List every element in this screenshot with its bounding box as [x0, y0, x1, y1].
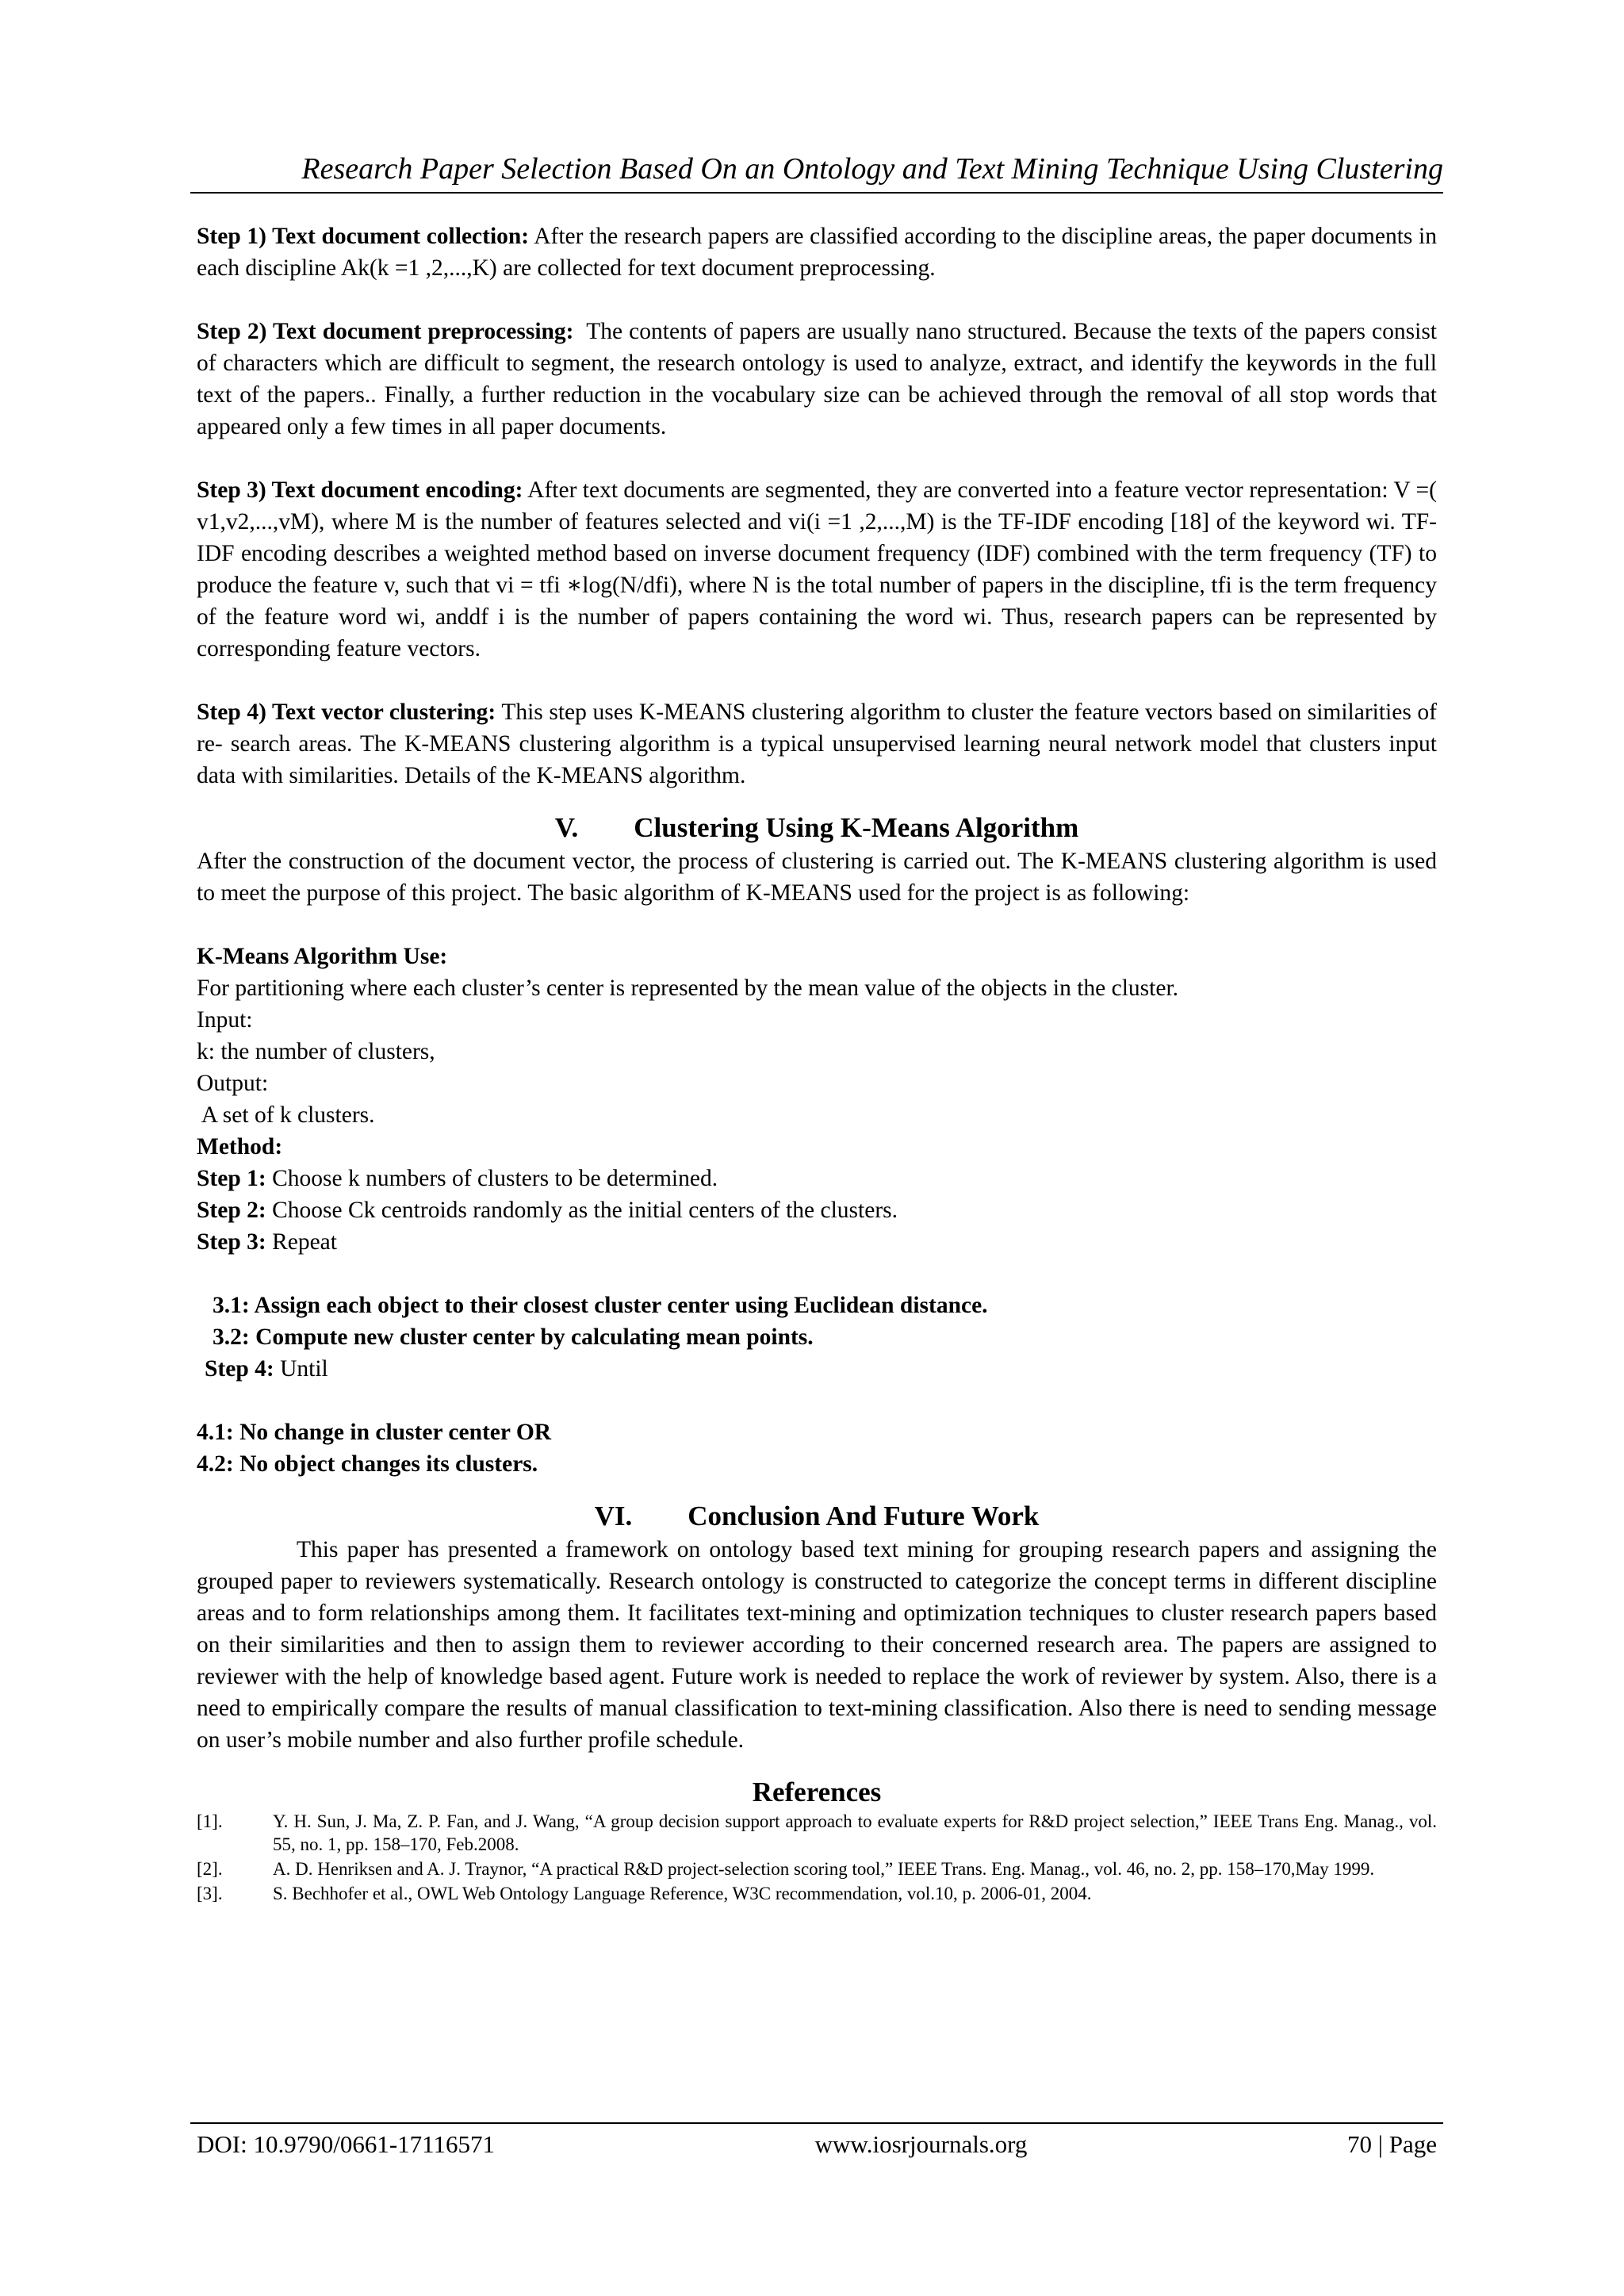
step4-label: Step 4) Text vector clustering:	[197, 700, 496, 725]
page-footer	[197, 2129, 1437, 2160]
footer-doi: DOI: 10.9790/0661-17116571	[197, 2130, 495, 2158]
reference-item	[197, 1857, 1437, 1880]
section-5-title: Clustering Using K-Means Algorithm	[634, 812, 1079, 843]
substep-3-1: 3.1: Assign each object to their closest cluster center using Euclidean distance.	[213, 1293, 988, 1318]
footer-page-number: 70 | Page	[1347, 2130, 1437, 2158]
references-title: References	[752, 1777, 882, 1807]
step3-text: After text documents are segmented, they are converted into a feature vector representation: V =( v1,v2,...,vM), where M is the number of features selected and vi(i =1 ,2,...,M) is the TF-IDF encoding [18] of the keyword wi. TF-IDF encoding describes a weighted method based on inverse document frequency (IDF) combined with the term frequency (TF) to produce the feature v, such that vi = tfi ∗log(N/dfi), where N is the total number of papers in the discipline, tfi is the term frequency of the feature word wi, anddf i is the number of papers containing the word wi. Thus, research papers can be represented by corresponding feature vectors.	[197, 477, 1437, 661]
reference-number: [3].	[197, 1884, 223, 1903]
reference-item	[197, 1810, 1437, 1856]
running-header: Research Paper Selection Based On an Ontology and Text Mining Technique Using Clustering	[301, 152, 1443, 186]
substep-4-1: 4.1: No change in cluster center OR	[197, 1420, 552, 1445]
reference-item	[197, 1882, 1437, 1905]
section-6-text: This paper has presented a framework on ontology based text mining for grouping research papers and assigning the grouped paper to reviewers systematically. Research ontology is constructed to categorize the concept terms in different discipline areas and to form relationships among them. It facilitates text-mining and optimization techniques to cluster research papers based on their similarities and then to assign them to reviewer according to their concerned research area. The papers are assigned to reviewer with the help of knowledge based agent. Future work is needed to replace the work of reviewer by system. Also, there is a need to empirically compare the results of manual classification to text-mining classification. Also there is need to sending message on user’s mobile number and also further profile schedule.	[197, 1537, 1437, 1753]
step4-text: This step uses K-MEANS clustering algorithm to cluster the feature vectors based on similarities of re- search areas. The K-MEANS clustering algorithm is a typical unsupervised learning neural network model that clusters input data with similarities. Details of the K-MEANS algorithm.	[197, 700, 1437, 788]
page-content	[197, 220, 1443, 1907]
substep-4-2: 4.2: No object changes its clusters.	[197, 1451, 538, 1477]
step1-label: Step 1) Text document collection:	[197, 224, 530, 249]
footer-website: www.iosrjournals.org	[814, 2130, 1028, 2158]
input-label: Input:	[197, 1007, 253, 1033]
step3-paragraph	[197, 474, 1437, 665]
reference-text: S. Bechhofer et al., OWL Web Ontology Language Reference, W3C recommendation, vol.10, p. 2006-01, 2004.	[273, 1884, 1092, 1903]
step1-paragraph	[197, 220, 1437, 284]
reference-number: [2].	[197, 1859, 223, 1879]
reference-number: [1].	[197, 1811, 223, 1831]
output-value: A set of k clusters.	[197, 1102, 375, 1128]
step3-label: Step 3) Text document encoding:	[197, 477, 523, 503]
header-rule	[190, 192, 1443, 194]
section-5-intro: After the construction of the document vector, the process of clustering is carried out. The K-MEANS clustering algorithm is used to meet the purpose of this project. The basic algorithm of K-MEANS used for the project is as following:	[197, 849, 1437, 906]
references-list	[197, 1810, 1437, 1905]
substep-3-2: 3.2: Compute new cluster center by calculating mean points.	[213, 1324, 814, 1350]
section-5-heading	[197, 811, 1437, 845]
method-step-3: Step 3: Repeat	[197, 1229, 337, 1255]
step2-label: Step 2) Text document preprocessing:	[197, 319, 574, 344]
section-6-title: Conclusion And Future Work	[688, 1501, 1040, 1531]
reference-text: Y. H. Sun, J. Ma, Z. P. Fan, and J. Wang, “A group decision support approach to evaluate experts for R&D project selection,” IEEE Trans Eng. Manag., vol. 55, no. 1, pp. 158–170, Feb.2008.	[273, 1811, 1437, 1854]
section-6-heading	[197, 1499, 1437, 1534]
section-6-number: VI.	[594, 1501, 633, 1531]
step1-text: After the research papers are classified according to the discipline areas, the paper documents in each discipline Ak(k =1 ,2,...,K) are collected for text document preprocessing.	[197, 224, 1438, 281]
step4-paragraph	[197, 696, 1437, 792]
step2-text: The contents of papers are usually nano structured. Because the texts of the papers consist of characters which are difficult to segment, the research ontology is used to analyze, extract, and identify the keywords in the full text of the papers.. Finally, a further reduction in the vocabulary size can be achieved through the removal of all stop words that appeared only a few times in all paper documents.	[197, 319, 1443, 439]
footer-rule	[190, 2122, 1443, 2124]
method-step-2: Step 2: Choose Ck centroids randomly as the initial centers of the clusters.	[197, 1198, 898, 1223]
method-step-1: Step 1: Choose k numbers of clusters to be determined.	[197, 1166, 718, 1191]
section-5-number: V.	[554, 812, 579, 843]
algorithm-heading: K-Means Algorithm Use:	[197, 944, 448, 969]
input-value: k: the number of clusters,	[197, 1039, 435, 1064]
output-label: Output:	[197, 1071, 269, 1096]
method-label: Method:	[197, 1134, 283, 1159]
algorithm-description: For partitioning where each cluster’s center is represented by the mean value of the objects in the cluster.	[197, 976, 1179, 1001]
step2-paragraph	[197, 316, 1443, 443]
reference-text: A. D. Henriksen and A. J. Traynor, “A practical R&D project-selection scoring tool,” IEEE Trans. Eng. Manag., vol. 46, no. 2, pp. 158–170,May 1999.	[273, 1859, 1375, 1879]
method-step-4: Step 4: Until	[205, 1356, 328, 1382]
